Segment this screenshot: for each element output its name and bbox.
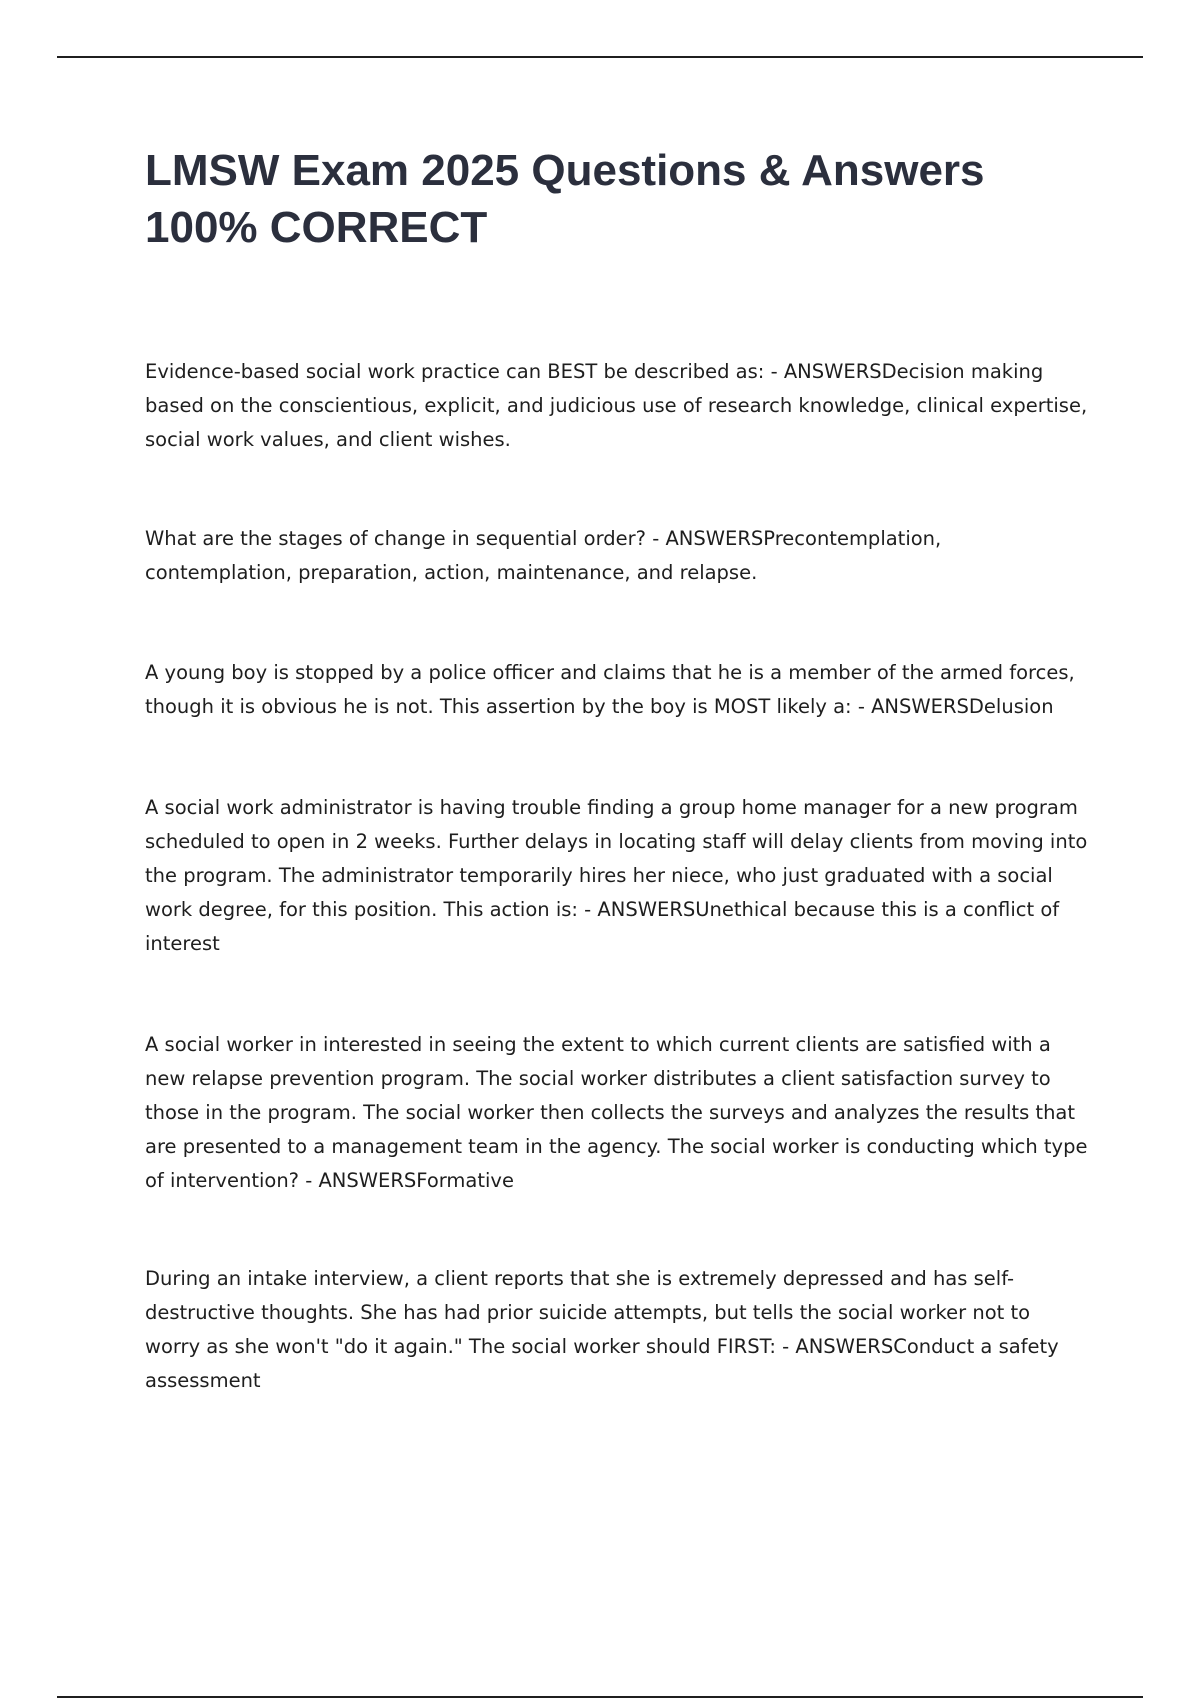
- question-text: A social work administrator is having trouble finding a group home manager for a new program scheduled to open in 2 weeks. Further delays in locating staff will delay clients from moving into the program. The administrator temporarily hires her niece, who just graduated with a social work degree, for this position. This action is:: [145, 796, 1088, 921]
- answer-text: ANSWERSConduct a safety assessment: [145, 1335, 1059, 1392]
- page-title: LMSW Exam 2025 Questions & Answers 100% CORRECT: [145, 146, 985, 252]
- qa-separator: -: [764, 360, 784, 383]
- qa-entry: [145, 355, 1090, 457]
- question-text: Evidence-based social work practice can BEST be described as:: [145, 360, 765, 383]
- bottom-divider: [57, 1696, 1143, 1698]
- answer-text: ANSWERSDelusion: [871, 695, 1054, 718]
- answer-text: ANSWERSPrecontemplation, contemplation, preparation, action, maintenance, and relapse.: [145, 527, 942, 584]
- qa-separator: -: [851, 695, 872, 718]
- qa-entry: [145, 791, 1090, 961]
- answer-text: ANSWERSUnethical because this is a conflict of interest: [145, 898, 1060, 955]
- question-text: A social worker in interested in seeing the extent to which current clients are satisfied with a new relapse prevention program. The social worker distributes a client satisfaction survey to those in the program. The social worker then collects the surveys and analyzes the results that are presented to a management team in the agency. The social worker is conducting which type of intervention?: [145, 1033, 1088, 1192]
- qa-separator: -: [646, 527, 666, 550]
- question-text: A young boy is stopped by a police officer and claims that he is a member of the armed forces, though it is obvious he is not. This assertion by the boy is MOST likely a:: [145, 661, 1075, 718]
- answer-text: ANSWERSFormative: [318, 1169, 514, 1192]
- answer-text: ANSWERSDecision making based on the conscientious, explicit, and judicious use of research knowledge, clinical expertise, social work values, and client wishes.: [145, 360, 1088, 451]
- top-divider: [57, 56, 1143, 58]
- qa-separator: -: [299, 1169, 319, 1192]
- qa-entry: [145, 1028, 1090, 1198]
- qa-separator: -: [577, 898, 598, 921]
- qa-entry: [145, 656, 1090, 724]
- qa-entry: [145, 1262, 1090, 1398]
- question-text: What are the stages of change in sequential order?: [145, 527, 647, 550]
- qa-separator: -: [775, 1335, 796, 1358]
- qa-entry: [145, 522, 1090, 590]
- question-text: During an intake interview, a client reports that she is extremely depressed and has self-destructive thoughts. She has had prior suicide attempts, but tells the social worker not to worry as she won't "do it again." The social worker should FIRST:: [145, 1267, 1031, 1358]
